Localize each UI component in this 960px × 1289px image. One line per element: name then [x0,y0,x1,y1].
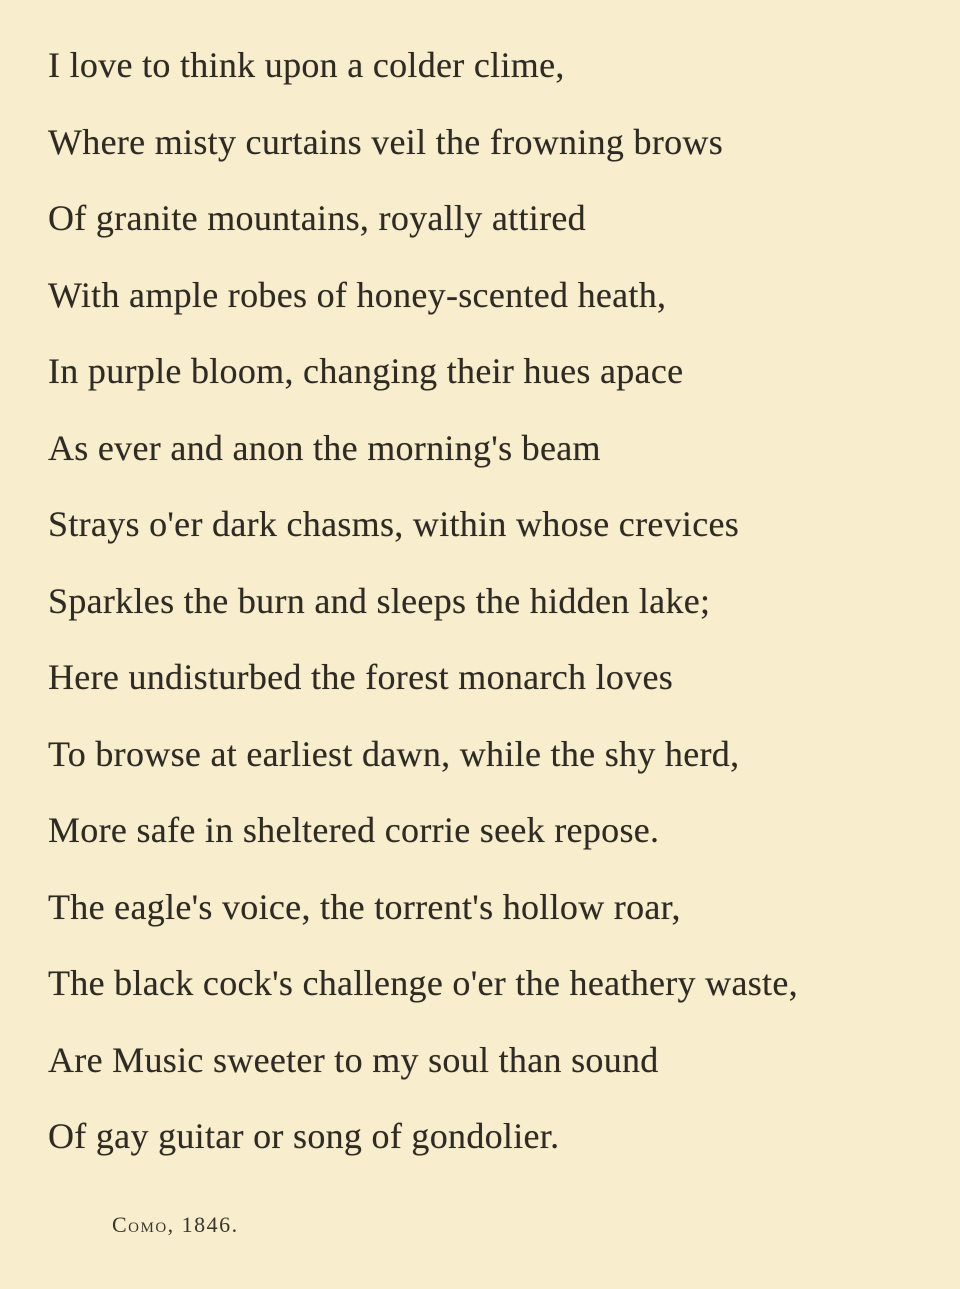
poem-line: The eagle's voice, the torrent's hollow roar, [48,886,681,927]
poem-line: With ample robes of honey-scented heath, [48,274,667,315]
poem-line: Where misty curtains veil the frowning brows [48,121,724,162]
poem-line: I love to think upon a colder clime, [48,45,565,85]
poem-text [48,38,798,1186]
poem-line: As ever and anon the morning's beam [48,427,601,468]
poem-line: The black cock's challenge o'er the heathery waste, [48,963,798,1003]
poem-line: More safe in sheltered corrie seek repose. [48,810,660,850]
poem-line: Sparkles the burn and sleeps the hidden lake; [48,580,711,621]
poem-line: Strays o'er dark chasms, within whose crevices [48,504,740,544]
poem-line: Are Music sweeter to my soul than sound [48,1039,659,1080]
poem-line: In purple bloom, changing their hues apace [48,351,684,391]
poem-line: Of gay guitar or song of gondolier. [48,1116,560,1156]
poem-signature: Como, 1846. [112,1212,239,1237]
poem-line: Here undisturbed the forest monarch loves [48,657,674,697]
poem-line: Of granite mountains, royally attired [48,198,586,238]
poem-line: To browse at earliest dawn, while the shy herd, [48,733,740,774]
